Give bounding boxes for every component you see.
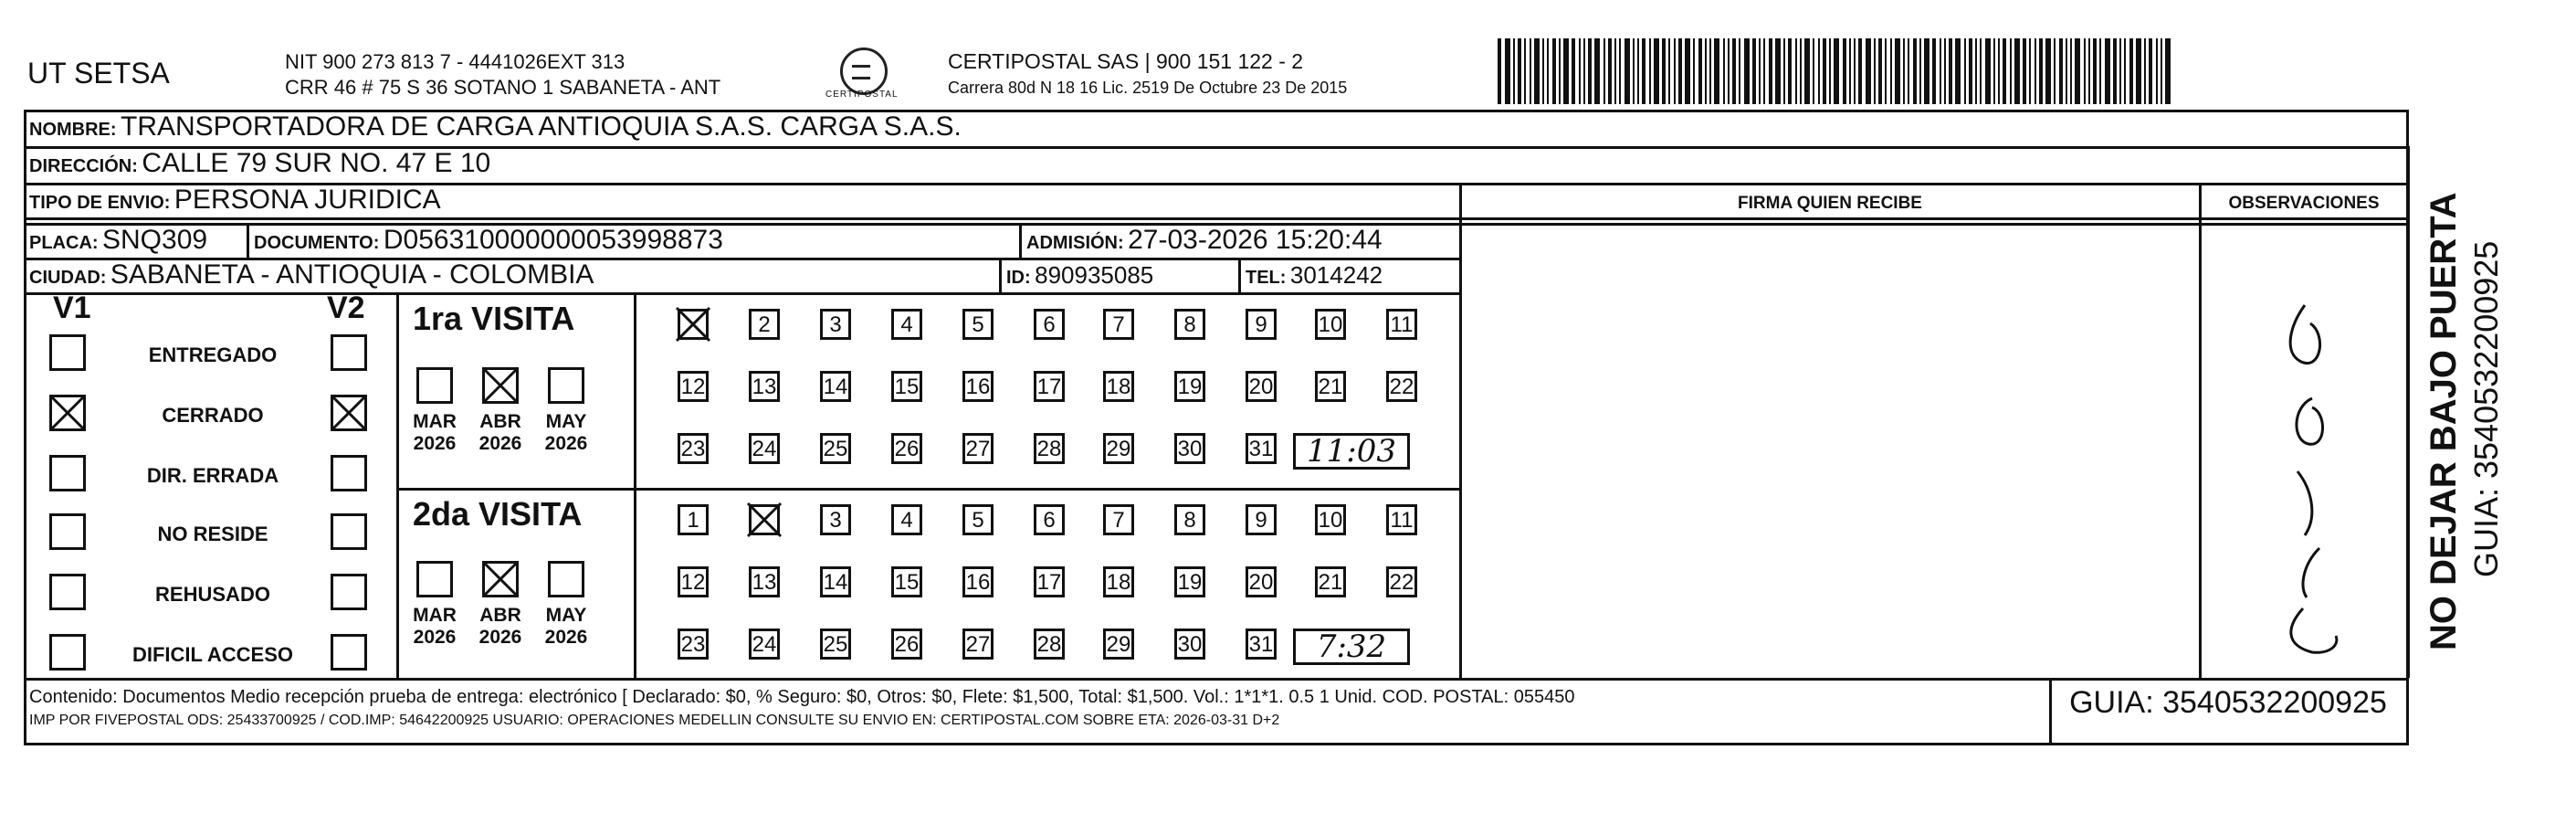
v2-checkbox-5[interactable] [331, 634, 367, 671]
direccion-label: DIRECCIÓN: [29, 156, 138, 176]
day-box-4-visit1[interactable]: 4 [891, 309, 922, 340]
year-label: 2026 [544, 627, 588, 648]
month-right-line [634, 292, 636, 678]
v1-checkbox-5[interactable] [49, 634, 86, 671]
admision-label: ADMISIÓN: [1026, 233, 1124, 253]
day-box-3-visit1[interactable]: 3 [820, 309, 851, 340]
barcode-bar [1739, 38, 1740, 104]
barcode-bar [1518, 38, 1521, 104]
barcode-bar [1895, 38, 1900, 104]
barcode-bar [2113, 38, 2117, 104]
barcode-bar [1843, 38, 1846, 104]
day-box-19-visit1[interactable]: 19 [1174, 371, 1205, 402]
v2-checkbox-0[interactable] [331, 334, 367, 371]
barcode-bar [1547, 38, 1549, 104]
day-box-28-visit1[interactable]: 28 [1034, 433, 1065, 464]
barcode-bar [1714, 38, 1719, 104]
barcode-bar [2093, 38, 2097, 104]
year-label: 2026 [413, 627, 457, 648]
barcode-bar [1924, 38, 1929, 104]
barcode-bar [1763, 38, 1765, 104]
barcode-bar [1752, 38, 1756, 104]
v2-label: V2 [327, 291, 365, 325]
barcode-bar [1498, 38, 1501, 104]
barcode-bar [2161, 38, 2162, 104]
no-dejar-text: NO DEJAR BAJO PUERTA [2424, 192, 2464, 650]
day-box-15-visit1[interactable]: 15 [891, 371, 922, 402]
barcode-bar [1818, 38, 1820, 104]
nombre-value: TRANSPORTADORA DE CARGA ANTIOQUIA S.A.S. CARGA S.A.S. [121, 111, 962, 142]
handwritten-observation [2203, 225, 2403, 676]
barcode-bar [1603, 38, 1605, 104]
month-label: ABR [479, 411, 521, 432]
certipostal-license: Carrera 80d N 18 16 Lic. 2519 De Octubre 23 De 2015 [948, 79, 1348, 97]
footer-print-line: IMP POR FIVEPOSTAL ODS: 25433700925 / COD.IMP: 54642200925 USUARIO: OPERACIONES MEDELLIN CONSULTE SU ENVIO EN: CERTIPOSTAL.COM SOBRE ETA: 2026-03-31 D+2 [29, 713, 1280, 728]
visit-divider [396, 488, 1459, 491]
firma-left-line [1459, 183, 1462, 678]
day-box-1-visit1[interactable] [678, 309, 709, 340]
day-box-16-visit1[interactable]: 16 [962, 371, 994, 402]
v1-checkbox-2[interactable] [49, 455, 86, 491]
barcode-bar [1849, 38, 1851, 104]
tel-row [1246, 261, 1383, 290]
v1-checkbox-0[interactable] [49, 334, 86, 371]
day-box-1-visit2[interactable]: 1 [678, 504, 709, 535]
admision-divider [1019, 223, 1022, 258]
footer-guia: GUIA: 3540532200925 [2069, 685, 2387, 720]
row-divider [24, 217, 2409, 220]
day-box-18-visit2[interactable]: 18 [1103, 566, 1134, 597]
v2-check-mark [331, 395, 367, 431]
status-option-label: ENTREGADO [148, 343, 278, 366]
barcode-bar [2023, 38, 2026, 104]
month-label: ABR [479, 605, 521, 626]
barcode-bar [2010, 38, 2012, 104]
barcode-bar [1823, 38, 1826, 104]
barcode-bar [1614, 38, 1616, 104]
barcode-bar [1534, 38, 1540, 104]
barcode-bar [1964, 38, 1966, 104]
barcode-bar [1642, 38, 1645, 104]
barcode-bar [1542, 38, 1544, 104]
barcode-bar [1759, 38, 1761, 104]
status-option-label: DIFICIL ACCESO [131, 643, 293, 666]
day-box-30-visit1[interactable]: 30 [1174, 433, 1205, 464]
status-option-label: NO RESIDE [157, 523, 268, 545]
status-option-label: DIR. ERRADA [146, 464, 279, 487]
day-box-17-visit2[interactable]: 17 [1034, 566, 1065, 597]
documento-value: D056310000000053998873 [383, 225, 723, 255]
barcode-bar [1980, 38, 1982, 104]
barcode-bar [1744, 38, 1750, 104]
placa-divider [247, 223, 249, 258]
day-box-14-visit2[interactable]: 14 [820, 566, 851, 597]
barcode-bar [1698, 38, 1702, 104]
barcode-bar [1829, 38, 1831, 104]
barcode-bar [1552, 38, 1556, 104]
tel-label: TEL: [1246, 268, 1287, 288]
barcode-bar [1908, 38, 1909, 104]
certipostal-nit: CERTIPOSTAL SAS | 900 151 122 - 2 [948, 49, 1304, 73]
day-box-30-visit2[interactable]: 30 [1174, 629, 1205, 660]
month-year-label [407, 605, 462, 649]
month-check-mark [482, 367, 519, 404]
day-box-13-visit2[interactable]: 13 [749, 566, 780, 597]
placa-row [29, 225, 207, 256]
nit-line: NIT 900 273 813 7 - 4441026EXT 313 [285, 50, 626, 73]
barcode-bar [1705, 38, 1707, 104]
tipo-value: PERSONA JURIDICA [173, 185, 441, 215]
year-label: 2026 [478, 433, 522, 454]
barcode-bar [1903, 38, 1905, 104]
observaciones-label: OBSERVACIONES [2228, 194, 2380, 213]
day-box-29-visit2[interactable]: 29 [1103, 629, 1134, 660]
day-box-26-visit1[interactable]: 26 [891, 433, 922, 464]
month-box-may-visit1[interactable] [548, 367, 584, 404]
v1-check-mark [49, 395, 86, 431]
day-box-23-visit2[interactable]: 23 [678, 629, 709, 660]
day-box-2-visit1[interactable]: 2 [749, 309, 780, 340]
day-box-11-visit1[interactable]: 11 [1386, 309, 1417, 340]
day-box-15-visit2[interactable]: 15 [891, 566, 922, 597]
placa-label: PLACA: [29, 233, 99, 253]
day-box-27-visit2[interactable]: 27 [962, 629, 994, 660]
month-box-mar-visit1[interactable] [416, 367, 453, 404]
barcode-bar [2129, 38, 2133, 104]
barcode-bar [1885, 38, 1887, 104]
signature-area[interactable] [1465, 225, 2195, 674]
obs-right-line [2407, 146, 2410, 678]
direccion-value: CALLE 79 SUR NO. 47 E 10 [142, 148, 491, 178]
barcode-bar [2165, 38, 2171, 104]
firma-label: FIRMA QUIEN RECIBE [1738, 194, 1922, 213]
year-label: 2026 [478, 627, 522, 648]
barcode [1498, 38, 2181, 104]
day-box-14-visit1[interactable]: 14 [820, 371, 851, 402]
year-label: 2026 [544, 433, 588, 454]
handwritten-time-visit2: 7:32 [1293, 629, 1410, 665]
barcode-bar [2119, 38, 2121, 104]
barcode-bar [2039, 38, 2043, 104]
barcode-bar [1619, 38, 1621, 104]
barcode-bar [1588, 38, 1592, 104]
company-nit-block [285, 49, 720, 100]
barcode-bar [1637, 38, 1639, 104]
barcode-bar [1530, 38, 1531, 104]
obs-left-line [2199, 183, 2202, 678]
barcode-bar [1804, 38, 1810, 104]
day-box-9-visit1[interactable]: 9 [1246, 309, 1277, 340]
barcode-bar [1524, 38, 1526, 104]
day-box-7-visit2[interactable]: 7 [1103, 504, 1134, 535]
month-label: MAY [545, 605, 587, 626]
day-box-3-visit2[interactable]: 3 [820, 504, 851, 535]
barcode-bar [2088, 38, 2090, 104]
status-option-label: REHUSADO [155, 583, 270, 606]
day-box-12-visit2[interactable]: 12 [678, 566, 709, 597]
id-value: 890935085 [1035, 261, 1154, 289]
certipostal-logo-icon [840, 48, 888, 95]
month-year-label [473, 411, 528, 455]
barcode-bar [1563, 38, 1569, 104]
nombre-label: NOMBRE: [29, 120, 117, 140]
barcode-bar [1633, 38, 1635, 104]
day-box-21-visit2[interactable]: 21 [1315, 566, 1346, 597]
placa-value: SNQ309 [102, 225, 208, 255]
barcode-bar [2136, 38, 2141, 104]
admision-value: 27-03-2026 15:20:44 [1128, 225, 1383, 255]
barcode-bar [2014, 38, 2020, 104]
day-box-7-visit1[interactable]: 7 [1103, 309, 1134, 340]
month-label: MAR [413, 605, 457, 626]
day-box-13-visit1[interactable]: 13 [749, 371, 780, 402]
month-check-mark [482, 561, 519, 597]
row-divider [24, 292, 1459, 295]
month-box-mar-visit2[interactable] [416, 561, 453, 597]
barcode-bar [1998, 38, 2000, 104]
barcode-bar [2003, 38, 2006, 104]
day-box-9-visit2[interactable]: 9 [1246, 504, 1277, 535]
status-option-label: CERRADO [162, 404, 264, 427]
barcode-bar [1579, 38, 1581, 104]
barcode-bar [2084, 38, 2086, 104]
barcode-bar [1866, 38, 1871, 104]
day-box-31-visit1[interactable]: 31 [1246, 433, 1277, 464]
id-label: ID: [1006, 268, 1031, 288]
id-divider [999, 258, 1002, 292]
day-box-8-visit2[interactable]: 8 [1174, 504, 1205, 535]
day-box-6-visit1[interactable]: 6 [1034, 309, 1065, 340]
day-box-10-visit1[interactable]: 10 [1315, 309, 1346, 340]
v1-checkbox-3[interactable] [49, 513, 86, 550]
day-box-25-visit1[interactable]: 25 [820, 433, 851, 464]
barcode-bar [2105, 38, 2110, 104]
month-year-label [539, 411, 594, 455]
day-box-11-visit2[interactable]: 11 [1386, 504, 1417, 535]
v2-checkbox-4[interactable] [331, 574, 367, 610]
month-year-label [407, 411, 462, 455]
day-box-28-visit2[interactable]: 28 [1034, 629, 1065, 660]
handwritten-time-visit1: 11:03 [1293, 433, 1410, 470]
v2-checkbox-3[interactable] [331, 513, 367, 550]
day-box-20-visit2[interactable]: 20 [1246, 566, 1277, 597]
barcode-bar [1854, 38, 1856, 104]
barcode-bar [1800, 38, 1802, 104]
barcode-bar [2045, 38, 2051, 104]
barcode-bar [1878, 38, 1882, 104]
year-label: 2026 [413, 433, 457, 454]
barcode-bar [1572, 38, 1575, 104]
barcode-bar [2075, 38, 2080, 104]
barcode-bar [1685, 38, 1690, 104]
day-box-10-visit2[interactable]: 10 [1315, 504, 1346, 535]
nombre-row [29, 111, 962, 143]
barcode-bar [1594, 38, 1600, 104]
barcode-bar [1662, 38, 1666, 104]
barcode-bar [2059, 38, 2063, 104]
barcode-bar [1674, 38, 1676, 104]
barcode-bar [1769, 38, 1772, 104]
ciudad-label: CIUDAD: [29, 268, 107, 288]
barcode-bar [2099, 38, 2101, 104]
day-box-25-visit2[interactable]: 25 [820, 629, 851, 660]
day-box-21-visit1[interactable]: 21 [1315, 371, 1346, 402]
documento-row [254, 225, 723, 256]
day-box-17-visit1[interactable]: 17 [1034, 371, 1065, 402]
barcode-bar [1668, 38, 1670, 104]
day-box-27-visit1[interactable]: 27 [962, 433, 994, 464]
barcode-bar [1932, 38, 1936, 104]
first-visit-label: 1ra VISITA [413, 300, 575, 337]
admision-row [1026, 225, 1383, 256]
day-box-29-visit1[interactable]: 29 [1103, 433, 1134, 464]
barcode-bar [2035, 38, 2036, 104]
address-line: CRR 46 # 75 S 36 SOTANO 1 SABANETA - ANT [285, 76, 721, 99]
day-box-16-visit2[interactable]: 16 [962, 566, 994, 597]
barcode-bar [1969, 38, 1972, 104]
day-box-24-visit2[interactable]: 24 [749, 629, 780, 660]
day-box-31-visit2[interactable]: 31 [1246, 629, 1277, 660]
day-box-8-visit1[interactable]: 8 [1174, 309, 1205, 340]
company-name: UT SETSA [27, 57, 170, 90]
barcode-bar [1890, 38, 1892, 104]
barcode-bar [1985, 38, 1991, 104]
tel-divider [1238, 258, 1241, 292]
barcode-bar [2156, 38, 2158, 104]
day-box-6-visit2[interactable]: 6 [1034, 504, 1065, 535]
barcode-bar [1795, 38, 1797, 104]
month-label: MAY [545, 411, 587, 432]
barcode-bar [1654, 38, 1659, 104]
day-box-5-visit1[interactable]: 5 [962, 309, 994, 340]
day-box-20-visit1[interactable]: 20 [1246, 371, 1277, 402]
barcode-bar [2066, 38, 2067, 104]
barcode-bar [2054, 38, 2056, 104]
day-box-23-visit1[interactable]: 23 [678, 433, 709, 464]
barcode-bar [1975, 38, 1977, 104]
month-year-label [539, 605, 594, 649]
month-box-may-visit2[interactable] [548, 561, 584, 597]
barcode-bar [1513, 38, 1515, 104]
month-label: MAR [413, 411, 457, 432]
day-box-26-visit2[interactable]: 26 [891, 629, 922, 660]
barcode-bar [1944, 38, 1946, 104]
day-box-22-visit2[interactable]: 22 [1386, 566, 1417, 597]
day-box-22-visit1[interactable]: 22 [1386, 371, 1417, 402]
barcode-bar [2029, 38, 2031, 104]
day-box-5-visit2[interactable]: 5 [962, 504, 994, 535]
second-visit-label: 2da VISITA [413, 495, 583, 533]
barcode-bar [1788, 38, 1792, 104]
barcode-bar [1583, 38, 1585, 104]
day-box-18-visit1[interactable]: 18 [1103, 371, 1134, 402]
side-guia-text: GUIA: 3540532200925 [2467, 240, 2505, 577]
barcode-bar [1783, 38, 1785, 104]
barcode-bar [1559, 38, 1561, 104]
ciudad-row [29, 259, 594, 291]
barcode-bar [1919, 38, 1921, 104]
barcode-bar [1728, 38, 1730, 104]
logo-caption: CERTIPOSTAL [825, 90, 899, 100]
barcode-bar [2144, 38, 2146, 104]
barcode-bar [1993, 38, 1995, 104]
tipo-label: TIPO DE ENVIO: [29, 193, 171, 213]
barcode-bar [1874, 38, 1876, 104]
barcode-bar [1723, 38, 1725, 104]
barcode-bar [1913, 38, 1917, 104]
day-box-19-visit2[interactable]: 19 [1174, 566, 1205, 597]
status-right-line [396, 292, 399, 678]
barcode-bar [1693, 38, 1695, 104]
direccion-row [29, 148, 490, 179]
month-year-label [473, 605, 528, 649]
id-row [1006, 261, 1153, 290]
barcode-bar [1949, 38, 1952, 104]
barcode-bar [1678, 38, 1682, 104]
barcode-bar [1955, 38, 1961, 104]
barcode-bar [1649, 38, 1651, 104]
barcode-bar [1775, 38, 1781, 104]
barcode-bar [1608, 38, 1612, 104]
barcode-bar [1834, 38, 1839, 104]
footer-content-line: Contenido: Documentos Medio recepción prueba de entrega: electrónico [ Declarado: $0, % Seguro: $0, Otros: $0, Flete: $1,500, Total: $1,500. Vol.: 1*1*1. 0.5 1 Unid. COD. POSTAL: 055450 [29, 687, 1575, 707]
barcode-bar [1813, 38, 1814, 104]
day-box-2-visit2[interactable] [749, 504, 780, 535]
tipo-row [29, 185, 441, 216]
day-box-24-visit1[interactable]: 24 [749, 433, 780, 464]
barcode-bar [1858, 38, 1862, 104]
v2-checkbox-2[interactable] [331, 455, 367, 491]
ciudad-value: SABANETA - ANTIOQUIA - COLOMBIA [110, 259, 594, 290]
v1-label: V1 [53, 291, 91, 325]
barcode-bar [2124, 38, 2126, 104]
tel-value: 3014242 [1289, 261, 1383, 289]
day-box-12-visit1[interactable]: 12 [678, 371, 709, 402]
v1-checkbox-4[interactable] [49, 574, 86, 610]
barcode-bar [1505, 38, 1510, 104]
barcode-bar [1709, 38, 1711, 104]
barcode-bar [1624, 38, 1630, 104]
documento-label: DOCUMENTO: [254, 233, 380, 253]
day-box-4-visit2[interactable]: 4 [891, 504, 922, 535]
barcode-bar [1732, 38, 1736, 104]
barcode-bar [2149, 38, 2152, 104]
barcode-bar [2070, 38, 2072, 104]
barcode-bar [1940, 38, 1941, 104]
